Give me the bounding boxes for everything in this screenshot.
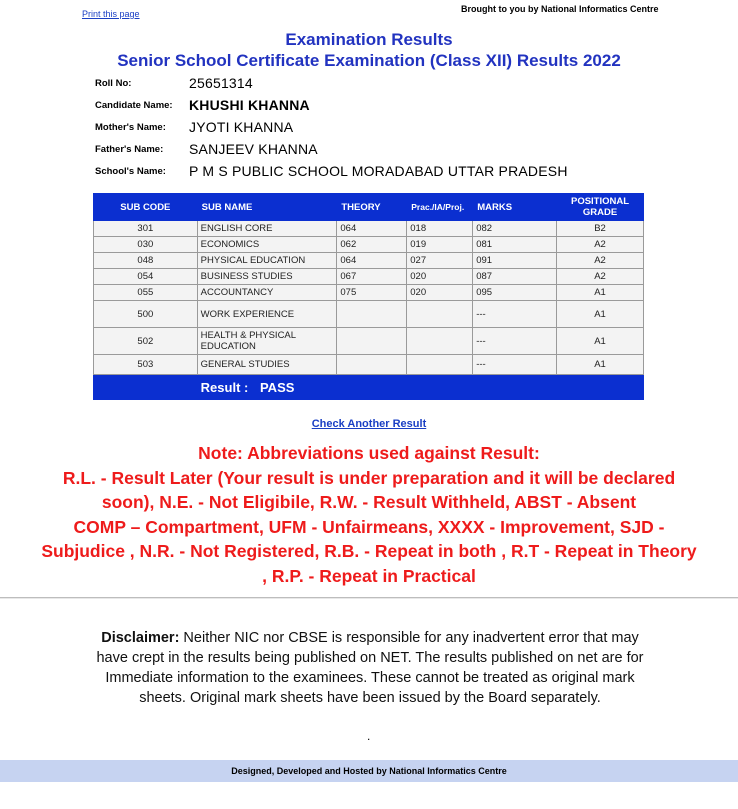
print-page-link[interactable]: Print this page [82,9,140,19]
check-another-result-link[interactable] [0,418,738,430]
cell-sub-code: 048 [94,253,198,269]
disclaimer-dot: . [367,729,371,743]
roll-value: 25651314 [189,75,253,91]
cell-practical [407,328,473,355]
result-label: Result : [200,379,249,395]
father-name-label: Father's Name: [95,143,164,155]
table-row [94,253,644,269]
cell-practical: 018 [407,221,473,237]
table-row [94,221,644,237]
footer-text: Designed, Developed and Hosted by National Informatics Centre [231,766,507,776]
top-bar [0,0,738,24]
candidate-name-label: Candidate Name: [95,99,173,111]
cell-marks: 095 [473,285,557,301]
cell-practical: 027 [407,253,473,269]
cell-marks: --- [473,328,557,355]
result-cell [197,375,643,400]
header-theory: THEORY [337,194,407,221]
cell-grade: A1 [557,328,644,355]
cell-practical: 019 [407,237,473,253]
candidate-info [95,72,655,182]
cell-marks: --- [473,301,557,328]
cell-marks: 091 [473,253,557,269]
cell-sub-code: 301 [94,221,198,237]
mother-name-value: JYOTI KHANNA [189,119,294,135]
result-spacer [94,375,198,400]
disclaimer-text: Neither NIC nor CBSE is responsible for any inadvertent error that may have crept in the results being published on NET. The results published on net are for Immediate information to the examinees. These cannot be treated as original mark sheets. Original mark sheets have been issued by the Board separately. [96,630,644,706]
header-practical: Prac./IA/Proj. [407,194,473,221]
father-name-value: SANJEEV KHANNA [189,141,318,157]
cell-theory [337,355,407,375]
cell-sub-name: WORK EXPERIENCE [197,301,337,328]
cell-sub-code: 502 [94,328,198,355]
table-row [94,237,644,253]
cell-sub-name: ACCOUNTANCY [197,285,337,301]
cell-grade: B2 [557,221,644,237]
cell-sub-code: 055 [94,285,198,301]
result-value: PASS [259,379,295,395]
cell-theory [337,301,407,328]
table-row [94,269,644,285]
result-row [94,375,644,400]
note-line: Note: Abbreviations used against Result: [198,443,540,463]
disclaimer-label: Disclaimer: [101,630,180,646]
cell-grade: A2 [557,253,644,269]
abbreviations-note [0,441,738,588]
candidate-name-row [95,94,655,116]
header-sub-name: SUB NAME [197,194,337,221]
cell-theory: 064 [337,253,407,269]
note-line: Subjudice , N.R. - Not Registered, R.B. - Repeat in both , R.T - Repeat in Theory [41,541,697,561]
roll-row [95,72,655,94]
cell-sub-name: BUSINESS STUDIES [197,269,337,285]
header-positional-grade: POSITIONAL GRADE [557,194,644,221]
table-header-row [94,194,644,221]
note-line: COMP – Compartment, UFM - Unfairmeans, XXXX - Improvement, SJD - [73,516,665,537]
mother-name-row [95,116,655,138]
cell-grade: A2 [557,269,644,285]
cell-marks: 081 [473,237,557,253]
mother-name-label: Mother's Name: [95,121,166,133]
cell-practical [407,301,473,328]
cell-grade: A2 [557,237,644,253]
cell-practical: 020 [407,269,473,285]
cell-sub-code: 054 [94,269,198,285]
table-row [94,301,644,328]
candidate-name-value: KHUSHI KHANNA [189,97,310,113]
cell-sub-code: 500 [94,301,198,328]
school-name-value: P M S PUBLIC SCHOOL MORADABAD UTTAR PRADESH [189,163,568,179]
school-name-label: School's Name: [95,165,166,177]
brought-by-text: Brought to you by National Informatics Centre [461,4,659,14]
cell-grade: A1 [557,301,644,328]
cell-theory: 075 [337,285,407,301]
section-divider [0,597,738,599]
header-sub-code: SUB CODE [94,194,198,221]
cell-sub-code: 503 [94,355,198,375]
check-another-result-label[interactable]: Check Another Result [311,418,427,430]
table-row [94,355,644,375]
cell-sub-name: GENERAL STUDIES [197,355,337,375]
roll-label: Roll No: [95,77,132,89]
cell-marks: 087 [473,269,557,285]
cell-theory [337,328,407,355]
cell-marks: 082 [473,221,557,237]
note-line: , R.P. - Repeat in Practical [262,565,476,586]
cell-grade: A1 [557,355,644,375]
school-name-row [95,160,655,182]
cell-sub-name: PHYSICAL EDUCATION [197,253,337,269]
marks-table [93,193,644,400]
page-subtitle: Senior School Certificate Examination (Class XII) Results 2022 [117,51,621,70]
cell-theory: 064 [337,221,407,237]
cell-theory: 062 [337,237,407,253]
cell-sub-name: ECONOMICS [197,237,337,253]
cell-sub-code: 030 [94,237,198,253]
disclaimer [90,628,650,708]
cell-practical [407,355,473,375]
cell-practical: 020 [407,285,473,301]
note-line: R.L. - Result Later (Your result is under preparation and it will be declared [62,467,676,488]
table-row [94,285,644,301]
table-row [94,328,644,355]
father-name-row [95,138,655,160]
cell-grade: A1 [557,285,644,301]
footer [0,760,738,782]
page-title: Examination Results [285,30,453,49]
cell-sub-name: ENGLISH CORE [197,221,337,237]
note-line: soon), N.E. - Not Eligibile, R.W. - Result Withheld, ABST - Absent [101,492,637,512]
cell-sub-name: HEALTH & PHYSICAL EDUCATION [197,328,337,355]
cell-theory: 067 [337,269,407,285]
cell-marks: --- [473,355,557,375]
header-marks: MARKS [473,194,557,221]
